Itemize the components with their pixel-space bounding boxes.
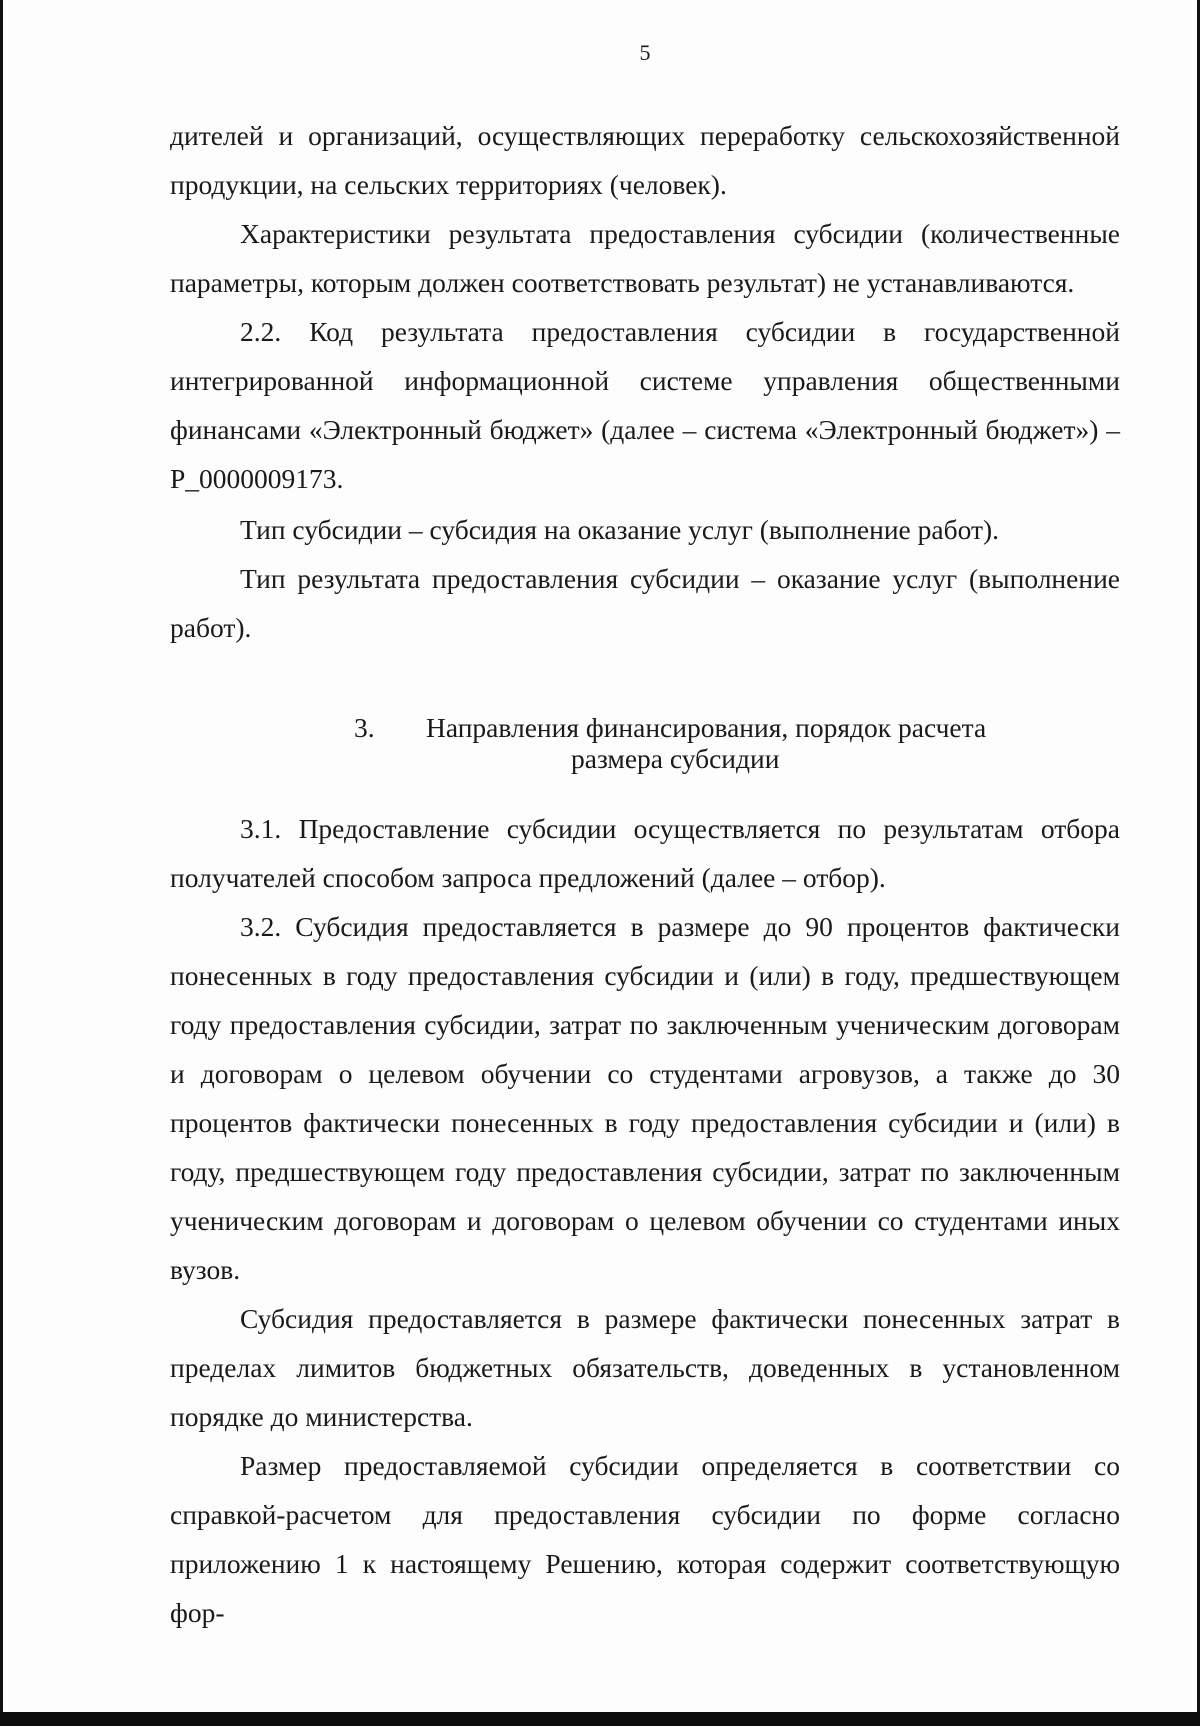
paragraph-2-2: [170, 307, 1120, 503]
paragraph-text: 2.2. Код результата предоставления субсидии в государственной интегрированной информационной системе управления общественными финансами «Электронный бюджет» (далее – система «Электронный бюджет») – P_0000009173.: [170, 316, 1120, 494]
section-heading-line-1: [170, 712, 1120, 743]
paragraph-3-1: [170, 804, 1120, 902]
page-edge-bottom: [0, 1712, 1200, 1726]
paragraph-text: дителей и организаций, осуществляющих переработку сельскохозяйственной продукции, на сельских территориях (человек).: [170, 120, 1120, 200]
paragraph-result-type: [170, 554, 1120, 652]
section-heading-line-2: [170, 743, 1120, 774]
paragraph-text: Тип результата предоставления субсидии – оказание услуг (выполнение работ).: [170, 563, 1120, 643]
paragraph-limits: [170, 1294, 1120, 1441]
paragraph-text: Характеристики результата предоставления субсидии (количественные параметры, которым должен соответствовать результат) не устанавливаются.: [170, 218, 1120, 298]
paragraph-text: 3.2. Субсидия предоставляется в размере до 90 процентов фактически понесенных в году предоставления субсидии и (или) в году, предшествующем году предоставления субсидии, затрат по заключенным ученическим договорам и договорам о целевом обучении со студентами агровузов, а также до 30 процентов фактически понесенных в году предоставления субсидии и (или) в году, предшествующем году предоставления субсидии, затрат по заключенным ученическим договорам и договорам о целевом обучении со студентами иных вузов.: [170, 911, 1120, 1285]
section-number: 3.: [354, 712, 375, 743]
paragraph-characteristics: [170, 209, 1120, 307]
section-title-part-2: размера субсидии: [571, 743, 780, 774]
section-heading: [170, 712, 1120, 774]
paragraph-calculation: [170, 1441, 1120, 1637]
paragraph-3-2: [170, 902, 1120, 1294]
page-number: 5: [639, 40, 651, 65]
paragraph-text: Тип субсидии – субсидия на оказание услуг (выполнение работ).: [240, 514, 1000, 545]
section-title-part-1: Направления финансирования, порядок расчета: [426, 712, 987, 743]
paragraph-continuation: [170, 111, 1120, 209]
paragraph-subsidy-type: [170, 505, 1120, 554]
paragraph-text: Субсидия предоставляется в размере фактически понесенных затрат в пределах лимитов бюджетных обязательств, доведенных в установленном порядке до министерства.: [170, 1303, 1120, 1432]
page-edge-left: [0, 0, 3, 1726]
paragraph-text: Размер предоставляемой субсидии определяется в соответствии со справкой-расчетом для предоставления субсидии по форме согласно приложению 1 к настоящему Решению, которая содержит соответствующую фор-: [170, 1450, 1120, 1628]
paragraph-text: 3.1. Предоставление субсидии осуществляется по результатам отбора получателей способом запроса предложений (далее – отбор).: [170, 813, 1120, 893]
